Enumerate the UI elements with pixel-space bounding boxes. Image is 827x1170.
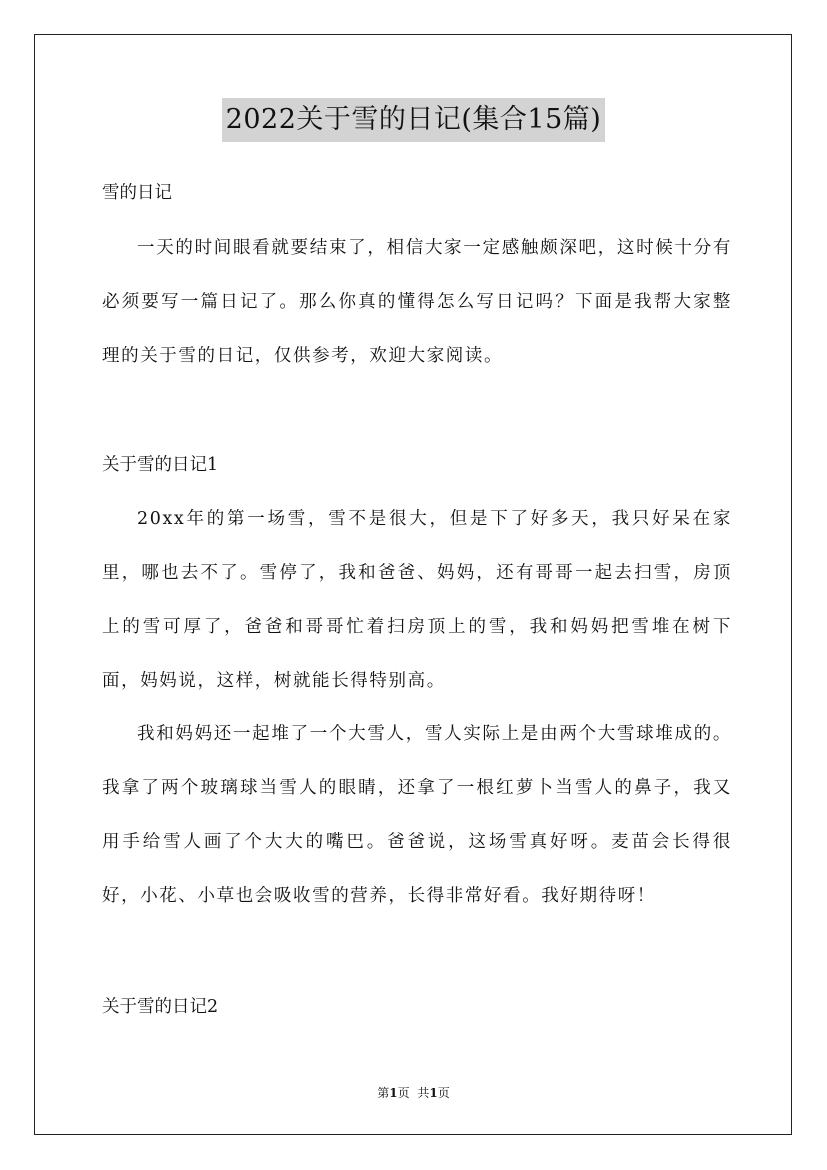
- total-label-prefix: 共: [417, 1086, 430, 1100]
- page-label-suffix: 页: [397, 1086, 410, 1100]
- intro-paragraph: 一天的时间眼看就要结束了，相信大家一定感触颇深吧，这时候十分有必须要写一篇日记了。那么你真的懂得怎么写日记吗？下面是我帮大家整理的关于雪的日记，仅供参考，欢迎大家阅读。: [102, 238, 732, 366]
- total-label-suffix: 页: [437, 1086, 450, 1100]
- document-title: 2022关于雪的日记(集合15篇): [222, 98, 606, 142]
- section-1-paragraph-2: 我和妈妈还一起堆了一个大雪人，雪人实际上是由两个大雪球堆成的。我拿了两个玻璃球当雪人的眼睛，还拿了一根红萝卜当雪人的鼻子，我又用手给雪人画了个大大的嘴巴。爸爸说，这场雪真好呀。麦苗会长得很好，小花、小草也会吸收雪的营养，长得非常好看。我好期待呀！: [102, 724, 732, 906]
- page-footer: [0, 1084, 827, 1102]
- section-1-paragraph-1: 20xx年的第一场雪，雪不是很大，但是下了好多天，我只好呆在家里，哪也去不了。雪停了，我和爸爸、妈妈，还有哥哥一起去扫雪，房顶上的雪可厚了，爸爸和哥哥忙着扫房顶上的雪，我和妈妈把雪堆在树下面，妈妈说，这样，树就能长得特别高。: [102, 509, 732, 691]
- total-pages: 1: [429, 1086, 438, 1100]
- intro-heading: 雪的日记: [102, 183, 172, 203]
- section-heading-1: 关于雪的日记1: [102, 455, 219, 475]
- section-heading-2: 关于雪的日记2: [102, 997, 219, 1017]
- page-label-prefix: 第: [377, 1086, 390, 1100]
- page-number: 1: [389, 1086, 398, 1100]
- title-area: [0, 98, 827, 142]
